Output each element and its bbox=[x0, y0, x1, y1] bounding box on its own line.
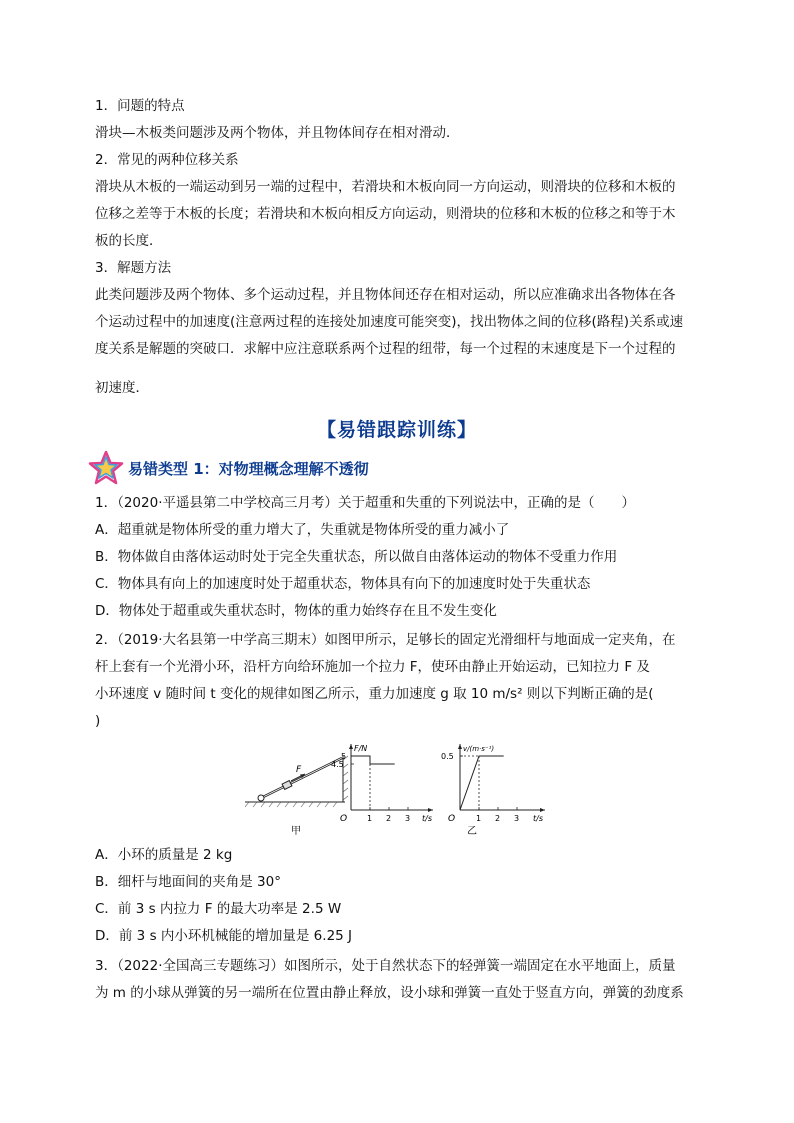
label-yi: 乙 bbox=[467, 826, 477, 837]
chart2-xlabel: t/s bbox=[533, 814, 543, 823]
q2-stem-line4: ) bbox=[95, 713, 101, 729]
paragraph-method-2: 个运动过程中的加速度(注意两过程的连接处加速度可能突变)，找出物体之间的位移(路程)关系或速 bbox=[95, 314, 684, 330]
chart1-ylabel: F/N bbox=[354, 744, 368, 753]
paragraph-displacement-1: 滑块从木板的一端运动到另一端的过程中，若滑块和木板向同一方向运动，则滑块的位移和木板的 bbox=[95, 179, 676, 195]
paragraph-displacement-3: 板的长度． bbox=[95, 233, 163, 249]
paragraph-method-3: 度关系是解题的突破口．求解中应注意联系两个过程的纽带，每一个过程的末速度是下一个过程的 bbox=[95, 341, 676, 357]
star-icon bbox=[88, 450, 124, 486]
label-jia: 甲 bbox=[291, 826, 301, 837]
section-title: 【易错跟踪训练】 bbox=[316, 419, 477, 441]
paragraph-method-1: 此类问题涉及两个物体、多个运动过程，并且物体间还存在相对运动，所以应准确求出各物体在各 bbox=[95, 287, 676, 303]
heading-problem-features: 1．问题的特点 bbox=[95, 98, 185, 114]
heading-solving-method: 3．解题方法 bbox=[95, 260, 172, 276]
chart-force-time bbox=[331, 744, 433, 824]
chart1-series-line bbox=[351, 756, 395, 764]
chart2-series-line bbox=[460, 756, 504, 810]
q1-option-a: A．超重就是物体所受的重力增大了，失重就是物体所受的重力减小了 bbox=[95, 522, 510, 538]
q1-option-b: B．物体做自由落体运动时处于完全失重状态，所以做自由落体运动的物体不受重力作用 bbox=[95, 549, 618, 565]
q2-figure bbox=[245, 742, 555, 838]
paragraph-features: 滑块—木板类问题涉及两个物体，并且物体间存在相对滑动． bbox=[95, 125, 460, 141]
chart2-xtick-label-3: 3 bbox=[514, 814, 520, 823]
q3-stem-line1: 3．（2022·全国高三专题练习）如图所示，处于自然状态下的轻弹簧一端固定在水平地面上，质量 bbox=[95, 958, 676, 974]
chart2-origin: O bbox=[448, 814, 456, 824]
q1-option-c: C．物体具有向上的加速度时处于超重状态，物体具有向下的加速度时处于失重状态 bbox=[95, 576, 591, 592]
heading-displacement-relations: 2．常见的两种位移关系 bbox=[95, 152, 239, 168]
q2-option-a: A．小环的质量是 2 kg bbox=[95, 847, 233, 863]
chart-velocity-time bbox=[441, 744, 545, 837]
paragraph-displacement-2: 位移之差等于木板的长度；若滑块和木板向相反方向运动，则滑块的位移和木板的位移之和等于木 bbox=[95, 206, 676, 222]
q3-stem-line2: 为 m 的小球从弹簧的另一端所在位置由静止释放，设小球和弹簧一直处于竖直方向，弹簧的劲度系 bbox=[95, 985, 684, 1001]
q2-stem-line3: 小环速度 v 随时间 t 变化的规律如图乙所示，重力加速度 g 取 10 m/s² 则以下判断正确的是( bbox=[95, 686, 654, 702]
q2-option-c: C．前 3 s 内拉力 F 的最大功率是 2.5 W bbox=[95, 901, 342, 917]
q1-option-d: D．物体处于超重或失重状态时，物体的重力始终存在且不发生变化 bbox=[95, 603, 497, 619]
chart2-xtick-label-1: 1 bbox=[476, 814, 482, 823]
q2-option-b: B．细杆与地面间的夹角是 30° bbox=[95, 874, 281, 890]
chart2-ylabel: v/(m·s⁻¹) bbox=[463, 745, 495, 753]
q2-option-d: D．前 3 s 内小环机械能的增加量是 6.25 J bbox=[95, 928, 353, 944]
chart1-xlabel: t/s bbox=[422, 814, 432, 823]
force-label: F bbox=[296, 765, 302, 775]
q1-stem: 1．（2020·平遥县第二中学校高三月考）关于超重和失重的下列说法中，正确的是（ ） bbox=[95, 495, 635, 511]
error-type-heading: 易错类型 1：对物理概念理解不透彻 bbox=[128, 460, 369, 478]
q2-stem-line1: 2．（2019·大名县第一中学高三期末）如图甲所示，足够长的固定光滑细杆与地面成一定夹角，在 bbox=[95, 632, 676, 648]
chart1-xtick-label-2: 2 bbox=[386, 814, 392, 823]
chart2-ytick-label-0: 0.5 bbox=[441, 752, 454, 761]
chart1-xtick-label-3: 3 bbox=[405, 814, 411, 823]
q2-stem-line2: 杆上套有一个光滑小环，沿杆方向给环施加一个拉力 F，使环由静止开始运动，已知拉力 F 及 bbox=[95, 659, 650, 675]
chart1-ytick-label-0: 5 bbox=[341, 752, 347, 761]
chart2-xtick-label-2: 2 bbox=[495, 814, 501, 823]
chart1-origin: O bbox=[340, 814, 348, 824]
paragraph-method-4: 初速度． bbox=[95, 380, 149, 396]
chart1-xtick-label-1: 1 bbox=[367, 814, 373, 823]
chart1-ytick-label-1: 4.5 bbox=[331, 760, 344, 769]
